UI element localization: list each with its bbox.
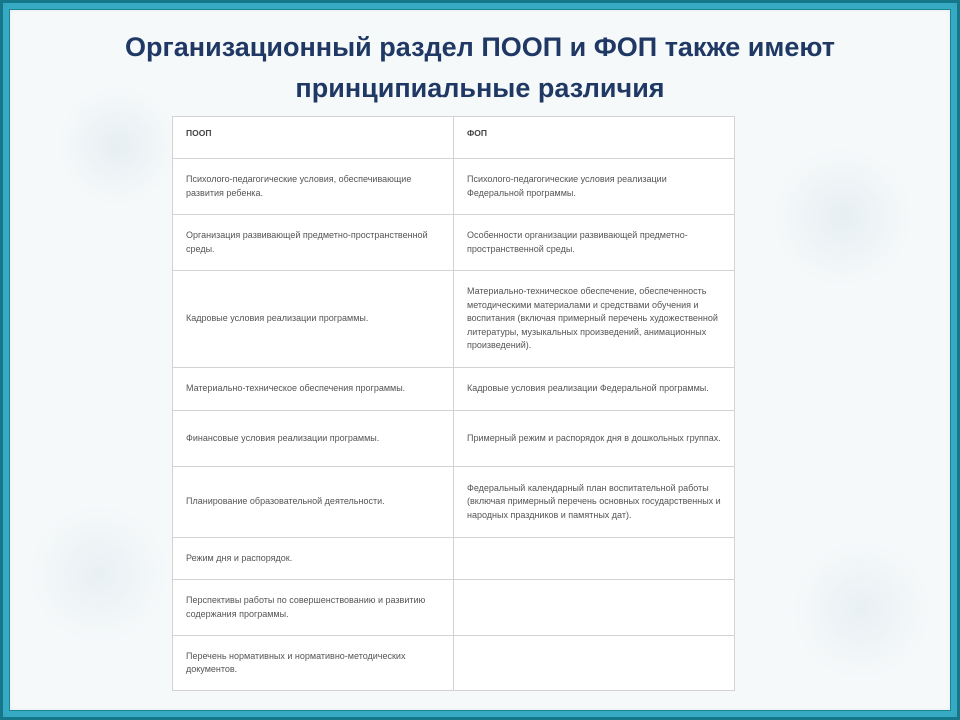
table-header-row (173, 117, 735, 159)
cell-fop-empty (454, 538, 735, 580)
header-fop: ФОП (454, 117, 735, 159)
cell-poop: Кадровые условия реализации программы. (173, 271, 454, 368)
cell-poop: Режим дня и распорядок. (173, 538, 454, 580)
slide-title (0, 27, 960, 109)
cell-fop: Примерный режим и распорядок дня в дошкольных группах. (454, 411, 735, 467)
cell-fop: Федеральный календарный план воспитательной работы (включая примерный перечень основных государственных и народных праздников и памятных дат). (454, 467, 735, 538)
table-row (173, 215, 735, 271)
cell-fop: Материально-техническое обеспечение, обеспеченность методическими материалами и средствами обучения и воспитания (включая примерный перечень художественной литературы, музыкальных произведений, анимационных произведений). (454, 271, 735, 368)
header-poop: ПООП (173, 117, 454, 159)
cell-fop-empty (454, 636, 735, 691)
table-row (173, 411, 735, 467)
cell-poop: Планирование образовательной деятельности. (173, 467, 454, 538)
cell-poop: Перспективы работы по совершенствованию и развитию содержания программы. (173, 580, 454, 636)
slide-title-line-2: принципиальные различия (295, 73, 665, 103)
cell-poop: Материально-техническое обеспечения программы. (173, 368, 454, 411)
table-row (173, 580, 735, 636)
comparison-table (172, 116, 735, 691)
cell-poop: Перечень нормативных и нормативно-методических документов. (173, 636, 454, 691)
cell-poop: Психолого-педагогические условия, обеспечивающие развития ребенка. (173, 159, 454, 215)
table-row (173, 368, 735, 411)
cell-fop: Кадровые условия реализации Федеральной программы. (454, 368, 735, 411)
table-row (173, 636, 735, 691)
cell-fop-empty (454, 580, 735, 636)
cell-fop: Психолого-педагогические условия реализации Федеральной программы. (454, 159, 735, 215)
cell-fop: Особенности организации развивающей предметно-пространственной среды. (454, 215, 735, 271)
table-row (173, 159, 735, 215)
table-row (173, 538, 735, 580)
cell-poop: Организация развивающей предметно-пространственной среды. (173, 215, 454, 271)
table-row (173, 467, 735, 538)
cell-poop: Финансовые условия реализации программы. (173, 411, 454, 467)
table-row (173, 271, 735, 368)
slide-title-line-1: Организационный раздел ПООП и ФОП также имеют (125, 32, 835, 62)
